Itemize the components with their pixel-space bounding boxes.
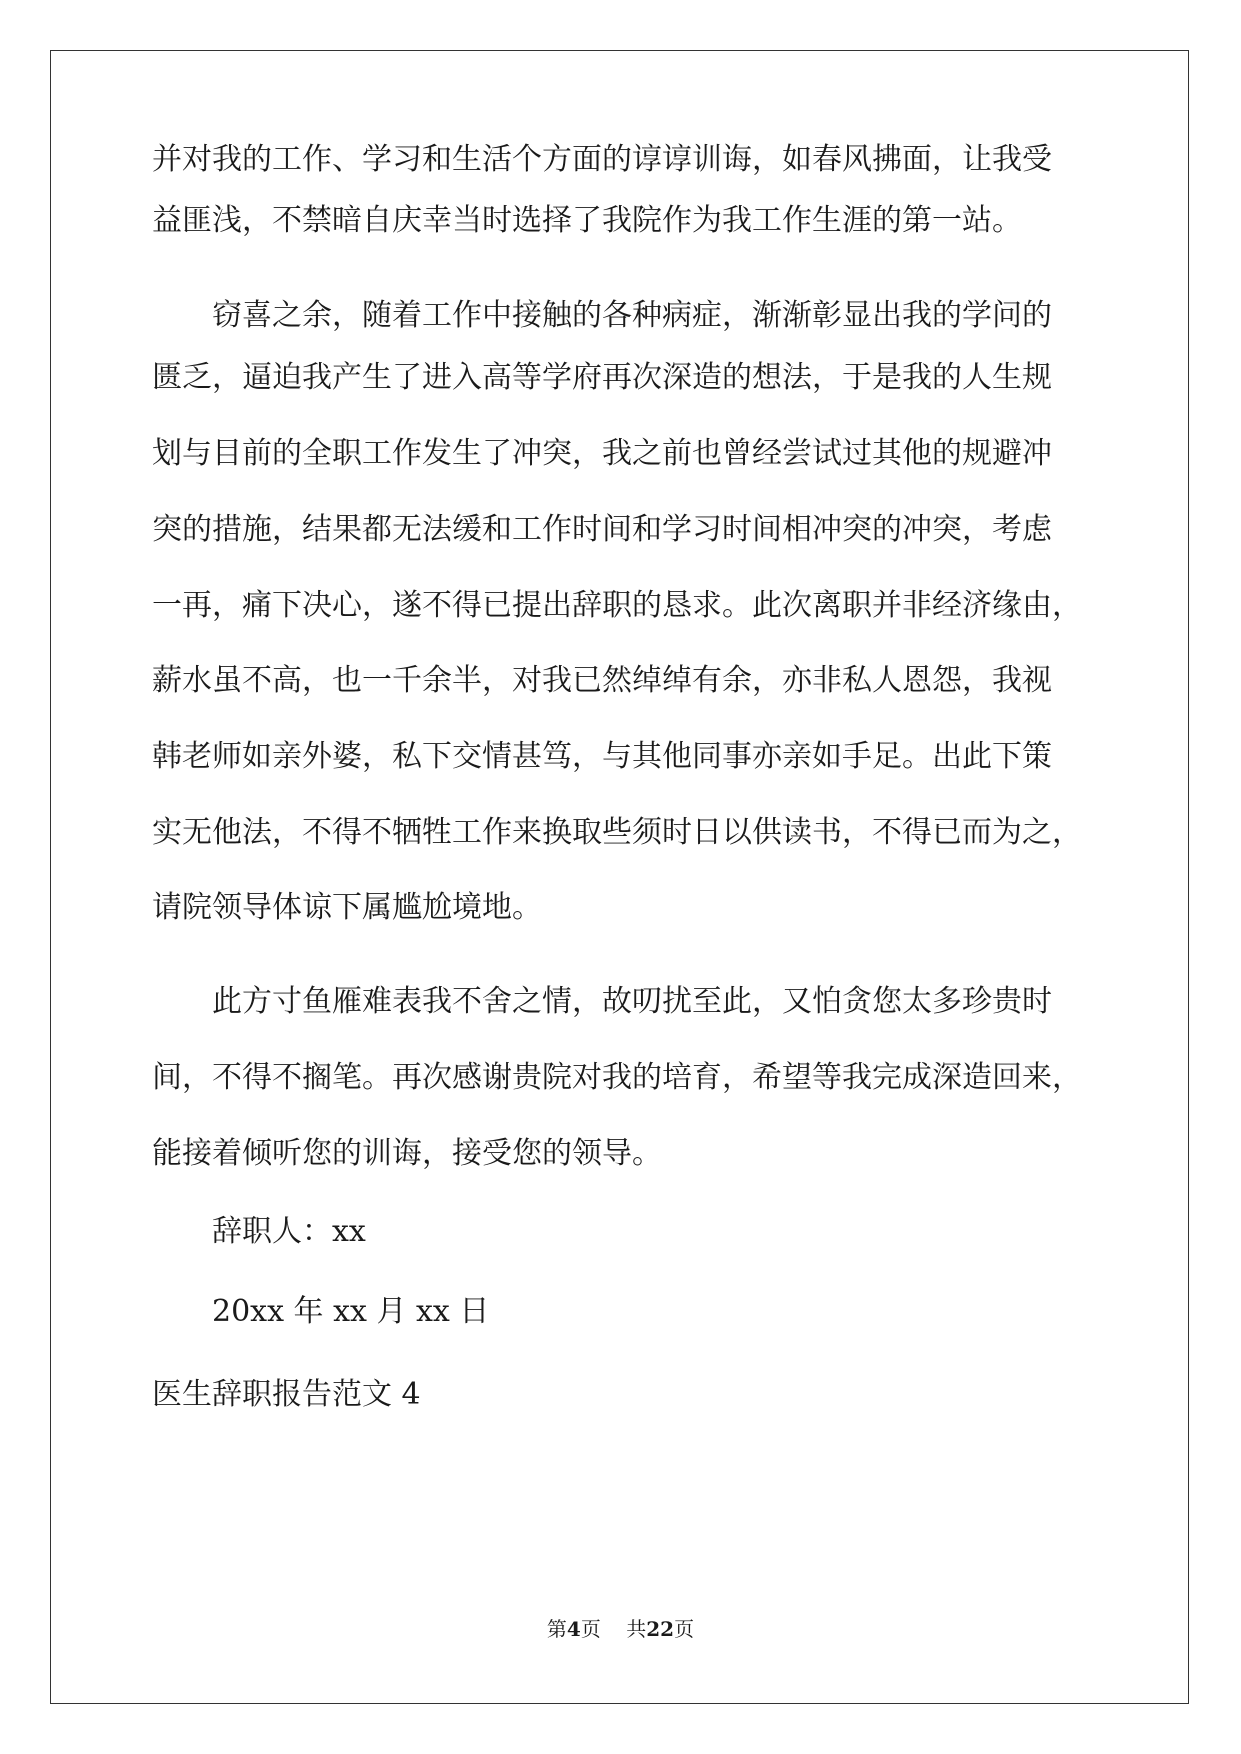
paragraph-3-line-1: 此方寸鱼雁难表我不舍之情，故叨扰至此，又怕贪您太多珍贵时 — [212, 984, 1052, 1019]
paragraph-1-line-2: 益匪浅，不禁暗自庆幸当时选择了我院作为我工作生涯的第一站。 — [152, 203, 1022, 238]
total-suffix: 页 — [674, 1617, 695, 1641]
page-footer — [0, 1616, 1241, 1642]
paragraph-2-line-1: 窃喜之余，随着工作中接触的各种病症，渐渐彰显出我的学问的 — [212, 298, 1052, 333]
page-suffix: 页 — [580, 1617, 601, 1641]
paragraph-2-line-8: 实无他法，不得不牺牲工作来换取些须时日以供读书，不得已而为之， — [152, 815, 1082, 850]
page-number: 4 — [566, 1617, 581, 1641]
paragraph-2-line-4: 突的措施，结果都无法缓和工作时间和学习时间相冲突的冲突，考虑 — [152, 512, 1052, 547]
paragraph-2-line-6: 薪水虽不高，也一千余半，对我已然绰绰有余，亦非私人恩怨，我视 — [152, 663, 1052, 698]
section-title: 医生辞职报告范文 4 — [152, 1377, 421, 1412]
page-prefix: 第 — [546, 1617, 567, 1641]
paragraph-2-line-5: 一再，痛下决心，遂不得已提出辞职的恳求。此次离职并非经济缘由， — [152, 588, 1082, 623]
total-pages: 22 — [646, 1617, 675, 1641]
signature: 辞职人：xx — [212, 1214, 366, 1249]
paragraph-2-line-3: 划与目前的全职工作发生了冲突，我之前也曾经尝试过其他的规避冲 — [152, 436, 1052, 471]
paragraph-2-line-7: 韩老师如亲外婆，私下交情甚笃，与其他同事亦亲如手足。出此下策 — [152, 739, 1052, 774]
date: 20xx 年 xx 月 xx 日 — [212, 1294, 490, 1329]
total-prefix: 共 — [626, 1617, 647, 1641]
paragraph-3-line-3: 能接着倾听您的训诲，接受您的领导。 — [152, 1136, 662, 1171]
paragraph-1-line-1: 并对我的工作、学习和生活个方面的谆谆训诲，如春风拂面，让我受 — [152, 142, 1052, 177]
paragraph-2-line-9: 请院领导体谅下属尴尬境地。 — [152, 890, 542, 925]
paragraph-3-line-2: 间，不得不搁笔。再次感谢贵院对我的培育，希望等我完成深造回来， — [152, 1060, 1082, 1095]
paragraph-2-line-2: 匮乏，逼迫我产生了进入高等学府再次深造的想法，于是我的人生规 — [152, 360, 1052, 395]
